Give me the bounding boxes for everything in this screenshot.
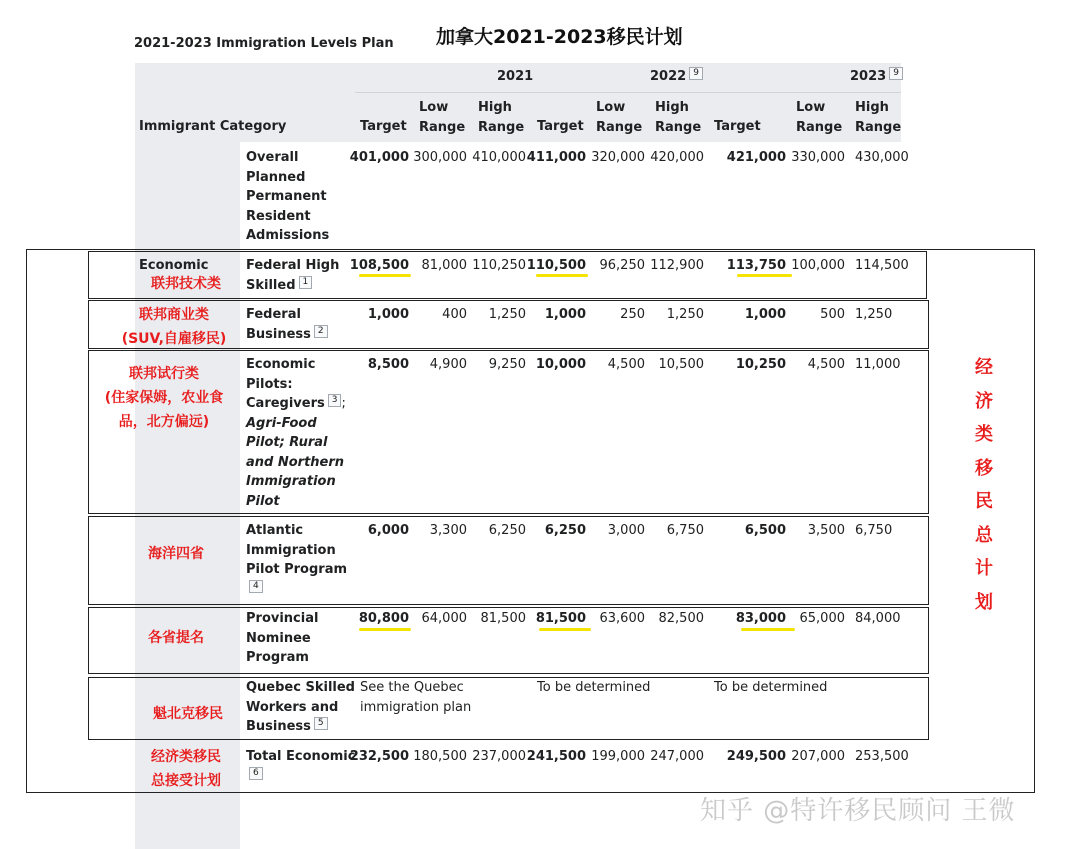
- value-cell: 3,300: [429, 523, 467, 538]
- value-cell: 1,000: [544, 307, 586, 322]
- value-cell: 6,000: [367, 523, 409, 538]
- value-cell: 1,250: [666, 307, 704, 322]
- year-2022-header: 2022 9: [650, 67, 703, 87]
- value-cell: 82,500: [658, 611, 704, 626]
- category-quebec: Quebec Skilled Workers and Business 5: [246, 680, 355, 734]
- value-cell: 65,000: [799, 611, 845, 626]
- quebec-2021-note: See the Quebec immigration plan: [360, 680, 472, 715]
- header-divider: [355, 92, 901, 93]
- category-economic-pilots: Economic Pilots: Caregivers 3 ; Agri-Food Pilot; Rural and Northern Immigration Pilot: [246, 357, 346, 509]
- footnote-ref-9[interactable]: 9: [889, 67, 903, 80]
- quebec-2023-note: To be determined: [714, 680, 828, 695]
- value-cell: 108,500: [349, 258, 409, 273]
- category-federal-high-skilled: Federal High Skilled 1: [246, 258, 340, 293]
- value-cell: 112,900: [650, 258, 704, 273]
- category-overall: Overall Planned Permanent Resident Admissions: [246, 150, 330, 243]
- category-header: Immigrant Category: [139, 119, 287, 134]
- annotation-vertical-total: [972, 351, 996, 619]
- table-caption: 2021-2023 Immigration Levels Plan: [134, 36, 394, 51]
- vertical-char: 民: [975, 491, 993, 512]
- value-cell: 3,000: [607, 523, 645, 538]
- value-cell: 63,600: [599, 611, 645, 626]
- target-header-2023: Target: [714, 119, 761, 134]
- value-cell: 330,000: [791, 150, 845, 165]
- value-cell: 247,000: [650, 749, 704, 764]
- high-range-header-2021: High Range: [478, 100, 525, 135]
- annotation-federal-business: 联邦商业类 (SUV,自雇移民): [121, 307, 227, 347]
- value-cell: 10,250: [735, 357, 786, 372]
- value-cell: 207,000: [791, 749, 845, 764]
- value-cell: 320,000: [591, 150, 645, 165]
- footnote-ref-4[interactable]: 4: [249, 580, 263, 593]
- value-cell: 10,500: [658, 357, 704, 372]
- value-cell: 430,000: [855, 150, 909, 165]
- value-cell: 6,750: [666, 523, 704, 538]
- annotation-quebec: 魁北克移民: [153, 706, 223, 722]
- value-cell: 411,000: [526, 150, 586, 165]
- main-title: 加拿大2021-2023移民计划: [436, 26, 683, 48]
- annotation-federal-skilled: 联邦技术类: [151, 276, 221, 292]
- value-cell: 400: [442, 307, 467, 322]
- value-cell: 113,750: [726, 258, 786, 273]
- value-cell: 6,750: [855, 523, 893, 538]
- footnote-ref-1[interactable]: 1: [299, 276, 313, 289]
- vertical-char: 类: [975, 424, 993, 445]
- value-cell: 64,000: [421, 611, 467, 626]
- value-cell: 250: [620, 307, 645, 322]
- value-cell: 300,000: [413, 150, 467, 165]
- footnote-ref-5[interactable]: 5: [314, 717, 328, 730]
- value-cell: 401,000: [349, 150, 409, 165]
- value-cell: 84,000: [855, 611, 901, 626]
- vertical-char: 济: [975, 390, 993, 412]
- value-cell: 6,250: [488, 523, 526, 538]
- quebec-2022-note: To be determined: [537, 680, 651, 695]
- value-cell: 180,500: [413, 749, 467, 764]
- watermark: 知乎 @特许移民顾问 王微: [700, 796, 1016, 826]
- value-cell: 421,000: [726, 150, 786, 165]
- vertical-char: 计: [975, 558, 993, 579]
- footnote-ref-9[interactable]: 9: [689, 67, 703, 80]
- value-cell: 81,000: [421, 258, 467, 273]
- value-cell: 6,250: [544, 523, 586, 538]
- value-cell: 241,500: [526, 749, 586, 764]
- value-cell: 11,000: [855, 357, 901, 372]
- category-total-economic: Total Economic 6: [246, 749, 356, 778]
- annotation-total: 经济类移民 总接受计划: [151, 749, 221, 789]
- category-federal-business: Federal Business 2: [246, 305, 354, 344]
- annotation-provincial: 各省提名: [148, 630, 204, 646]
- value-cell: 1,000: [744, 307, 786, 322]
- footnote-ref-6[interactable]: 6: [249, 767, 263, 780]
- category-provincial-nominee: Provincial Nominee Program: [246, 611, 319, 665]
- footnote-ref-3[interactable]: 3: [328, 394, 342, 407]
- value-cell: 81,500: [480, 611, 526, 626]
- high-range-header-2023: High Range: [855, 100, 902, 135]
- value-cell: 253,500: [855, 749, 909, 764]
- group-economic: Economic: [139, 258, 209, 273]
- vertical-char: 总: [975, 524, 993, 546]
- value-cell: 110,250: [472, 258, 526, 273]
- vertical-char: 移: [975, 457, 993, 479]
- target-header-2021: Target: [360, 119, 407, 134]
- vertical-char: 划: [975, 591, 993, 613]
- value-cell: 1,000: [367, 307, 409, 322]
- value-cell: 110,500: [526, 258, 586, 273]
- value-cell: 9,250: [488, 357, 526, 372]
- annotation-pilots: 联邦试行类 (住家保姆，农业食 品，北方偏远): [104, 366, 224, 430]
- value-cell: 237,000: [472, 749, 526, 764]
- value-cell: 80,800: [358, 611, 409, 626]
- year-2021-header: 2021: [497, 69, 534, 84]
- value-cell: 114,500: [855, 258, 909, 273]
- value-cell: 83,000: [735, 611, 786, 626]
- value-cell: 8,500: [367, 357, 409, 372]
- value-cell: 10,000: [535, 357, 586, 372]
- value-cell: 500: [820, 307, 845, 322]
- value-cell: 1,250: [855, 307, 893, 322]
- value-cell: 4,900: [429, 357, 467, 372]
- footnote-ref-2[interactable]: 2: [314, 325, 328, 338]
- value-cell: 4,500: [607, 357, 645, 372]
- value-cell: 81,500: [535, 611, 586, 626]
- value-cell: 410,000: [472, 150, 526, 165]
- low-range-header-2023: Low Range: [796, 100, 843, 135]
- value-cell: 1,250: [488, 307, 526, 322]
- value-cell: 100,000: [791, 258, 845, 273]
- value-cell: 420,000: [650, 150, 704, 165]
- category-atlantic-pilot: Atlantic Immigration Pilot Program 4: [246, 523, 348, 591]
- value-cell: 4,500: [807, 357, 845, 372]
- value-cell: 6,500: [744, 523, 786, 538]
- value-cell: 199,000: [591, 749, 645, 764]
- value-cell: 3,500: [807, 523, 845, 538]
- year-2023-header: 2023 9: [850, 67, 901, 87]
- value-cell: 249,500: [726, 749, 786, 764]
- target-header-2022: Target: [537, 119, 584, 134]
- value-cell: 232,500: [349, 749, 409, 764]
- high-range-header-2022: High Range: [655, 100, 702, 135]
- low-range-header-2021: Low Range: [419, 100, 466, 135]
- annotation-atlantic: 海洋四省: [148, 546, 204, 562]
- vertical-char: 经: [975, 357, 993, 378]
- low-range-header-2022: Low Range: [596, 100, 643, 135]
- value-cell: 96,250: [599, 258, 645, 273]
